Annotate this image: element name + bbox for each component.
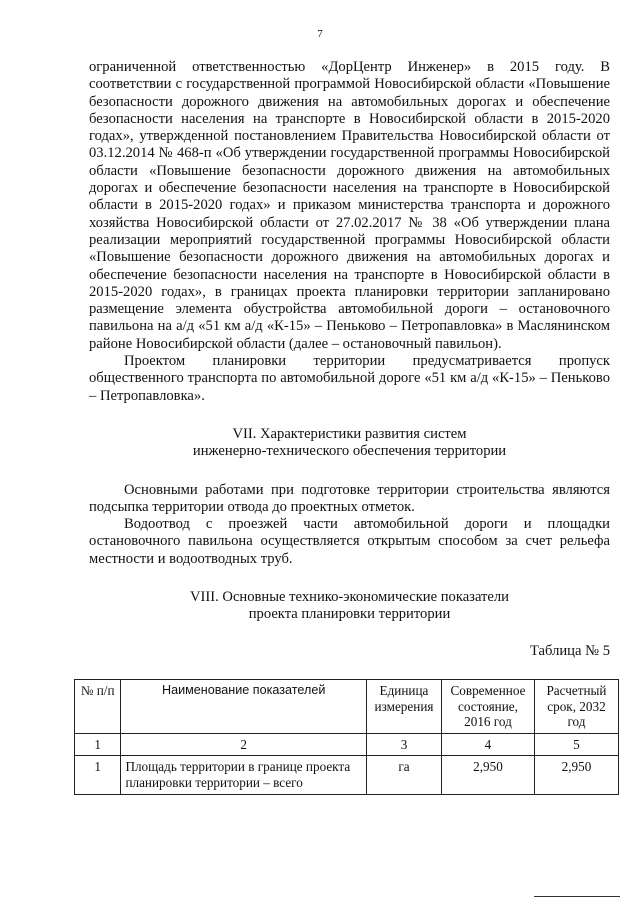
header-no: № п/п: [75, 680, 121, 734]
header-name: Наименование показателей: [121, 680, 367, 734]
row-current: 2,950: [442, 756, 535, 794]
paragraph-project-basis: ограниченной ответственностью «ДорЦентр Инженер» в 2015 году. В соответствии с государственной программой Новосибирской области «Повышение безопасности дорожного движения на автомобильных дорогах и обеспечение безопасности населения на транспорте в Новосибирской области в 2015-2020 годах», утвержденной постановлением Правительства Новосибирской области от 03.12.2014 № 468-п «Об утверждении государственной программы Новосибирской области «Повышение безопасности дорожного движения на автомобильных дорогах и обеспечение безопасности населения на транспорте в Новосибирской области в 2015-2020 годах» и приказом министерства транспорта и дорожного хозяйства Новосибирской области от 27.02.2017 № 38 «Об утверждении плана реализации мероприятий государственной программы Новосибирской области «Повышение безопасности дорожного движения на автомобильных дорогах и обеспечение безопасности населения на транспорте в Новосибирской области в 2015-2020 годах», в границах проекта планировки территории запланировано размещение элемента обустройства автомобильной дороги – остановочного павильона на а/д «51 км а/д «К-15» – Пеньково – Петропавловка» в Маслянинском районе Новосибирской области (далее – остановочный павильон).: [89, 59, 610, 352]
table-column-numbers-row: [75, 733, 619, 756]
section-8-heading-line-1: VIII. Основные технико-экономические показатели: [190, 589, 509, 606]
column-number: 1: [75, 733, 121, 756]
row-unit: га: [366, 756, 441, 794]
row-planned: 2,950: [534, 756, 618, 794]
section-7-heading-line-1: VII. Характеристики развития систем: [232, 425, 467, 442]
column-number: 2: [121, 733, 367, 756]
page-number: 7: [317, 28, 323, 40]
bottom-rule: [534, 896, 620, 897]
table-row: [75, 756, 619, 794]
header-planned: Расчетный срок, 2032 год: [534, 680, 618, 734]
header-unit: Единица измерения: [366, 680, 441, 734]
document-body: [89, 59, 610, 660]
indicators-table: [74, 679, 619, 795]
row-name: Площадь территории в границе проекта планировки территории – всего: [121, 756, 367, 794]
paragraph-site-preparation: Основными работами при подготовке территории строительства являются подсыпка территории отвода до проектных отметок.: [89, 481, 610, 515]
row-no: 1: [75, 756, 121, 794]
paragraph-drainage: Водоотвод с проезжей части автомобильной дороги и площадки остановочного павильона осуществляется открытым способом за счет рельефа местности и водоотводных труб.: [89, 516, 610, 567]
paragraph-public-transport: Проектом планировки территории предусматривается пропуск общественного транспорта по автомобильной дороге «51 км а/д «К-15» – Пеньково – Петропавловка».: [89, 353, 610, 404]
section-8-heading-line-2: проекта планировки территории: [248, 606, 451, 623]
table-caption: Таблица № 5: [530, 642, 610, 659]
table-header-row: [75, 680, 619, 734]
column-number: 3: [366, 733, 441, 756]
column-number: 4: [442, 733, 535, 756]
column-number: 5: [534, 733, 618, 756]
section-7-heading-line-2: инженерно-технического обеспечения территории: [192, 443, 507, 460]
header-current: Современное состояние, 2016 год: [442, 680, 535, 734]
